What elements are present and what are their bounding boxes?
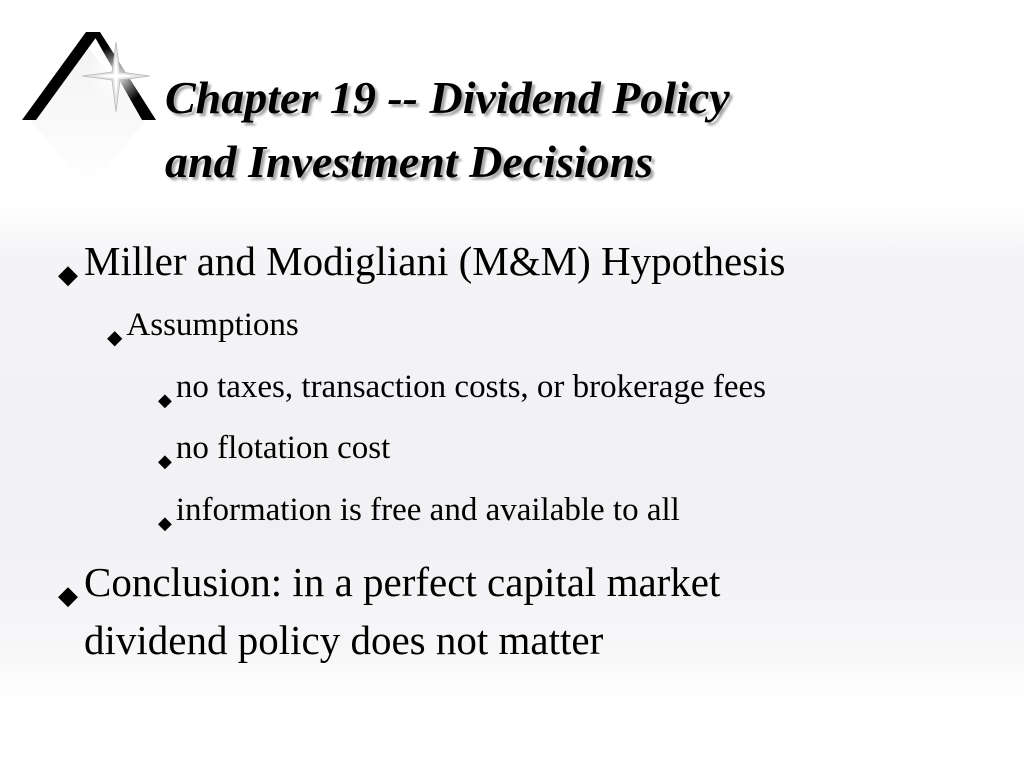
slide-title — [165, 66, 985, 194]
bullet-text — [84, 553, 720, 669]
diamond-bullet-icon: ◆ — [58, 260, 78, 290]
diamond-bullet-icon: ◆ — [158, 513, 172, 534]
diamond-bullet-icon: ◆ — [107, 325, 123, 349]
bullet-text: information is free and available to all — [175, 492, 680, 528]
bullet-no-taxes — [158, 364, 766, 424]
bullet-text: no taxes, transaction costs, or brokerage fees — [175, 369, 766, 405]
bullet-conclusion — [58, 553, 720, 669]
bullet-assumptions — [107, 302, 299, 360]
diamond-bullet-icon: ◆ — [158, 390, 172, 411]
bullet-mm-hypothesis — [58, 232, 786, 304]
slide-title-line-2: and Investment Decisions — [165, 136, 654, 187]
bullet-text-line-1: Conclusion: in a perfect capital market — [84, 559, 721, 605]
diamond-bullet-icon: ◆ — [158, 451, 172, 472]
bullet-information-free — [158, 487, 680, 547]
bullet-text: Assumptions — [126, 307, 299, 343]
bullet-text: Miller and Modigliani (M&M) Hypothesis — [84, 238, 786, 284]
diamond-bullet-icon: ◆ — [58, 581, 78, 611]
bullet-no-flotation — [158, 425, 390, 485]
bullet-text-line-2: dividend policy does not matter — [84, 617, 604, 663]
triangle-star-logo-icon — [18, 28, 168, 198]
slide-title-line-1: Chapter 19 -- Dividend Policy — [165, 72, 730, 123]
bullet-text: no flotation cost — [175, 430, 391, 466]
